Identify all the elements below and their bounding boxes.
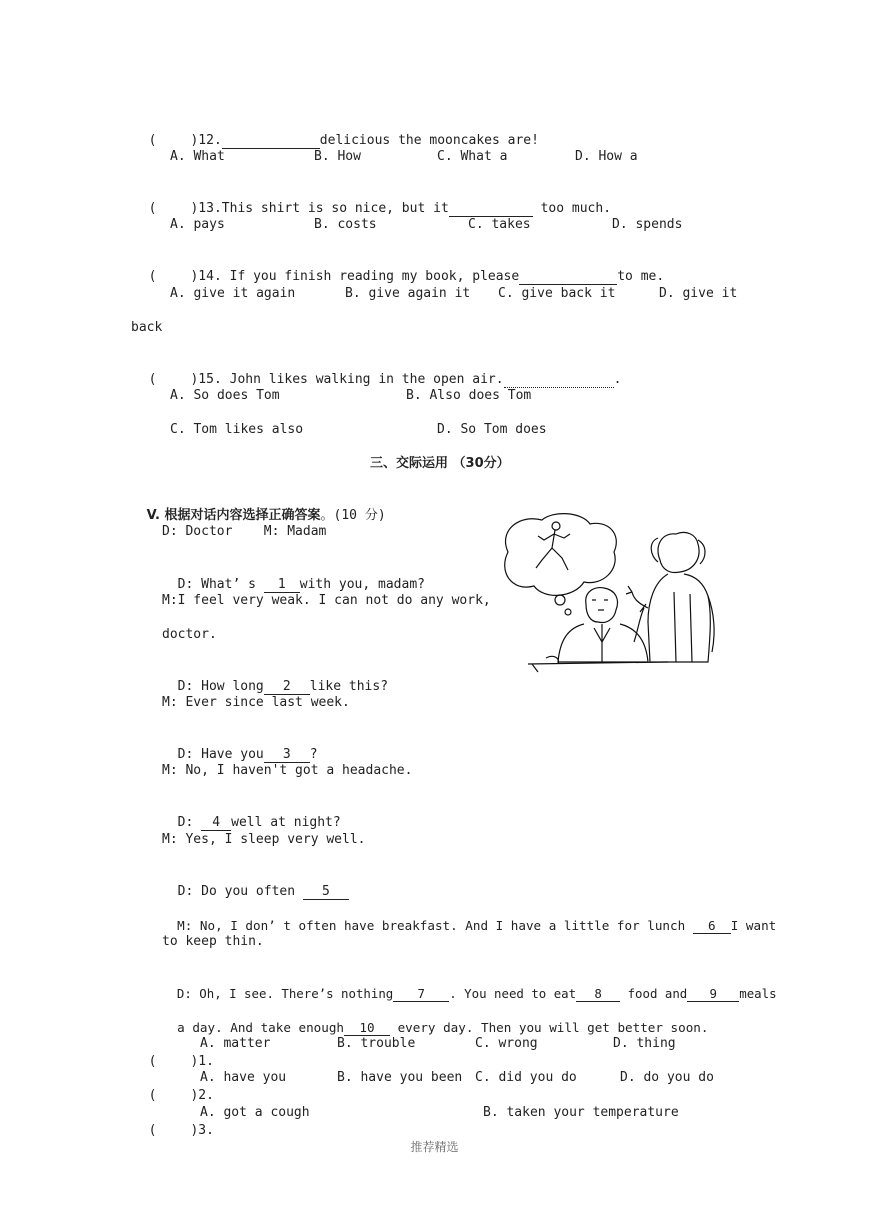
q15-option-d: D. So Tom does xyxy=(437,422,547,437)
q12-blank xyxy=(222,134,320,149)
q14-stem: )14. If you finish reading my book, please xyxy=(190,269,520,284)
q12-text: delicious the mooncakes are! xyxy=(319,133,539,148)
dialogue-text: ? xyxy=(309,747,318,762)
answer-1-option-d: D. thing xyxy=(613,1036,676,1051)
blank-2: 2 xyxy=(264,680,310,695)
dialogue-text: D: Oh, I see. There’s nothing xyxy=(176,986,394,1001)
answer-number: )3. xyxy=(190,1123,214,1138)
dialogue-text: D: xyxy=(177,815,202,830)
q14-option-b: B. give again it xyxy=(345,286,471,301)
q14-option-a: A. give it again xyxy=(170,286,296,301)
q13-stem: )13.This shirt is so nice, but it xyxy=(190,201,449,216)
dialogue-line-6: M: Ever since last week. xyxy=(162,695,350,710)
part-v-title: V. 根据对话内容选择正确答案 xyxy=(146,508,321,523)
answer-number: )1. xyxy=(190,1054,214,1069)
dialogue-text: D: Do you often xyxy=(177,884,303,899)
q14-blank xyxy=(519,270,617,285)
q14-option-d-wrap: back xyxy=(131,320,163,335)
q13-line xyxy=(133,182,611,218)
dialogue-line-1: D: Doctor M: Madam xyxy=(162,524,327,539)
doctor-patient-illustration xyxy=(498,512,724,674)
blank-9: 9 xyxy=(687,987,739,1002)
q12-option-a: A. What xyxy=(170,149,225,164)
answer-paren: ( xyxy=(148,1054,157,1069)
dialogue-line-3: M:I feel very weak. I can not do any work, xyxy=(162,593,491,608)
answer-3-option-a: A. got a cough xyxy=(200,1105,310,1120)
part-v-heading xyxy=(131,489,386,525)
dialogue-line-11 xyxy=(162,865,349,901)
q15-stem: )15. John likes walking in the open air. xyxy=(190,372,504,387)
answer-2-option-c: C. did you do xyxy=(475,1070,577,1085)
q12-line xyxy=(133,114,539,150)
q14-line xyxy=(133,250,664,286)
dialogue-text: with you, madam? xyxy=(299,577,425,592)
q13-blank xyxy=(449,202,533,217)
dialogue-text: D: How long xyxy=(177,679,264,694)
q12-option-b: B. How xyxy=(314,149,361,164)
blank-4: 4 xyxy=(201,816,231,831)
q13-text: too much. xyxy=(540,201,612,216)
q12-option-c: C. What a xyxy=(437,149,508,164)
dialogue-text: meals xyxy=(739,986,777,1001)
dialogue-line-9 xyxy=(162,796,341,832)
answer-1-option-c: C. wrong xyxy=(475,1036,538,1051)
dialogue-line-12 xyxy=(162,899,776,935)
dialogue-text: D: Have you xyxy=(177,747,264,762)
dialogue-text: like this? xyxy=(309,679,389,694)
dialogue-text: food and xyxy=(627,986,688,1001)
q13-option-b: B. costs xyxy=(314,217,377,232)
q15-paren: ( xyxy=(148,372,157,387)
answer-2-option-d: D. do you do xyxy=(620,1070,714,1085)
dialogue-text: I want xyxy=(730,918,777,933)
answer-1-option-b: B. trouble xyxy=(337,1036,416,1051)
dialogue-line-4: doctor. xyxy=(162,627,217,642)
q12-option-d: D. How a xyxy=(575,149,638,164)
dialogue-text: M: No, I don’ t often have breakfast. And I have a little for lunch xyxy=(177,918,693,933)
q12-number: )12. xyxy=(190,133,222,148)
q15-option-a: A. So does Tom xyxy=(170,388,280,403)
dialogue-line-15 xyxy=(162,1001,708,1037)
dialogue-line-13: to keep thin. xyxy=(162,934,264,949)
dialogue-text: a day. And take enough xyxy=(177,1020,344,1035)
q15-option-c: C. Tom likes also xyxy=(170,422,304,437)
q14-option-c: C. give back it xyxy=(498,286,616,301)
blank-8: 8 xyxy=(576,987,620,1002)
answer-3-option-b: B. taken your temperature xyxy=(483,1105,679,1120)
dialogue-text: well at night? xyxy=(231,815,341,830)
q13-paren: ( xyxy=(148,201,157,216)
blank-10: 10 xyxy=(344,1021,390,1036)
dialogue-line-2 xyxy=(162,558,425,594)
answer-2-option-b: B. have you been xyxy=(337,1070,463,1085)
dialogue-text: D: What’ s xyxy=(177,577,264,592)
q15-blank xyxy=(504,373,614,388)
blank-7: 7 xyxy=(393,987,449,1002)
q15-tail: . xyxy=(613,372,622,387)
dialogue-text: . You need to eat xyxy=(449,986,577,1001)
answer-number: )2. xyxy=(190,1088,214,1103)
dialogue-line-10: M: Yes, I sleep very well. xyxy=(162,832,366,847)
q14-option-d: D. give it xyxy=(659,286,738,301)
q15-line xyxy=(133,353,621,389)
section-title: 三、交际运用 （30分） xyxy=(370,456,510,471)
part-v-suffix: 。(10 分) xyxy=(320,508,386,523)
dialogue-line-7 xyxy=(162,728,318,764)
dialogue-line-5 xyxy=(162,660,388,696)
blank-6: 6 xyxy=(693,919,731,934)
blank-3: 3 xyxy=(264,748,310,763)
q13-option-c: C. takes xyxy=(468,217,531,232)
q14-paren: ( xyxy=(148,269,157,284)
dialogue-line-14 xyxy=(162,967,777,1003)
blank-1: 1 xyxy=(264,578,300,593)
q14-text: to me. xyxy=(617,269,665,284)
answer-2-option-a: A. have you xyxy=(200,1070,287,1085)
q13-option-a: A. pays xyxy=(170,217,225,232)
q15-option-b: B. Also does Tom xyxy=(406,388,532,403)
dialogue-line-8: M: No, I haven't got a headache. xyxy=(162,763,413,778)
dialogue-text: every day. Then you will get better soon. xyxy=(397,1020,709,1035)
answer-1-option-a: A. matter xyxy=(200,1036,271,1051)
answer-paren: ( xyxy=(148,1123,157,1138)
q13-option-d: D. spends xyxy=(612,217,683,232)
answer-paren: ( xyxy=(148,1088,157,1103)
blank-5: 5 xyxy=(303,885,349,900)
page-footer: 推荐精选 xyxy=(410,1140,459,1154)
q12-paren: ( xyxy=(148,133,157,148)
